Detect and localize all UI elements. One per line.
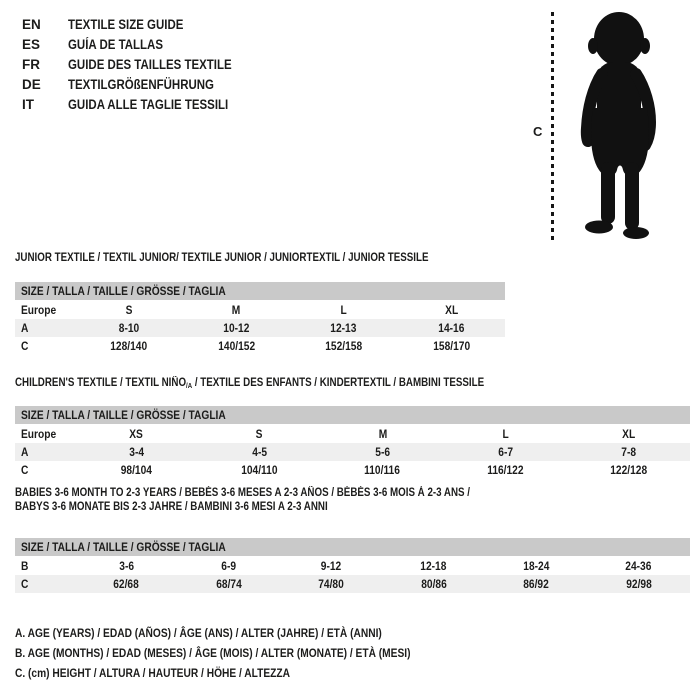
size-cell-text: 140/152: [217, 339, 255, 353]
size-cell-text: L: [340, 303, 347, 317]
language-title-text: TEXTILE SIZE GUIDE: [68, 17, 184, 32]
size-cell: [444, 443, 567, 461]
size-cell: [398, 301, 506, 319]
row-label: [15, 575, 75, 593]
language-code: DE: [22, 77, 41, 92]
size-cell-text: 92/98: [625, 577, 652, 591]
table-row-height: [15, 337, 505, 355]
size-cell: [398, 319, 506, 337]
size-cell: [75, 461, 198, 479]
size-cell-text: 10-12: [223, 321, 250, 335]
size-cell: [290, 337, 398, 355]
left-foot: [585, 221, 613, 234]
table-row-age: [15, 319, 505, 337]
size-cell-text: 24-36: [625, 559, 652, 573]
right-ear: [640, 38, 650, 54]
size-cell: [588, 557, 691, 575]
size-cell-text: 116/122: [487, 463, 524, 477]
row-label: [15, 319, 75, 337]
note-age-months-text: B. AGE (MONTHS) / EDAD (MESES) / ÂGE (MOIS) / ALTER (MONATE) / ETÀ (MESI): [15, 646, 411, 660]
table-row-height: [15, 575, 690, 593]
row-label: [15, 443, 75, 461]
language-title-text: TEXTILGRÖßENFÜHRUNG: [68, 77, 214, 92]
size-cell-text: S: [256, 427, 263, 441]
size-cell-text: 104/110: [241, 463, 278, 477]
measure-label-c: C: [533, 124, 543, 139]
babies-title-line2: [15, 501, 550, 515]
size-cell: [75, 337, 183, 355]
size-cell: [183, 301, 291, 319]
size-cell: [75, 443, 198, 461]
row-label-text: B: [21, 559, 29, 573]
size-cell-text: L: [502, 427, 509, 441]
size-cell: [398, 337, 506, 355]
size-cell-text: M: [232, 303, 241, 317]
language-title: [68, 95, 257, 115]
size-cell: [178, 557, 281, 575]
language-code: IT: [22, 97, 34, 112]
size-cell: [290, 319, 398, 337]
size-cell: [567, 425, 690, 443]
right-foot: [623, 227, 649, 239]
toddler-silhouette-icon: [560, 10, 678, 240]
size-cell: [290, 301, 398, 319]
size-header-text: SIZE / TALLA / TAILLE / GRÖSSE / TAGLIA: [21, 284, 226, 298]
toddler-silhouette-shapes: [585, 12, 650, 239]
size-cell: [198, 461, 321, 479]
size-cell-text: XL: [444, 303, 458, 317]
size-cell: [321, 425, 444, 443]
size-cell: [485, 557, 588, 575]
language-title: [68, 55, 261, 75]
size-header-text: SIZE / TALLA / TAILLE / GRÖSSE / TAGLIA: [21, 408, 226, 422]
note-age-years-text: A. AGE (YEARS) / EDAD (AÑOS) / ÂGE (ANS) / ALTER (JAHRE) / ETÀ (ANNI): [15, 626, 382, 640]
children-section-title: [15, 377, 567, 394]
language-title-text: GUÍA DE TALLAS: [68, 37, 163, 52]
size-cell: [75, 575, 178, 593]
height-measure-dashed-line: [551, 12, 554, 240]
size-cell: [321, 461, 444, 479]
size-cell-text: M: [378, 427, 387, 441]
size-cell: [485, 575, 588, 593]
size-cell-text: 9-12: [321, 559, 342, 573]
size-cell-text: 128/140: [110, 339, 148, 353]
language-title: [68, 75, 240, 95]
table-row-age: [15, 443, 690, 461]
language-code: ES: [22, 37, 41, 52]
size-cell: [183, 337, 291, 355]
row-label-text: C: [21, 577, 29, 591]
size-cell-text: 18-24: [523, 559, 550, 573]
size-cell-text: 122/128: [610, 463, 647, 477]
size-cell-text: 98/104: [120, 463, 153, 477]
shorts: [591, 108, 649, 176]
size-cell-text: 12-18: [420, 559, 447, 573]
language-row-de: [22, 75, 261, 95]
babies-title-line1: [15, 487, 550, 501]
language-list: [22, 15, 261, 115]
size-header-bar: [15, 282, 505, 300]
row-label: [15, 557, 75, 575]
size-cell-text: 86/92: [523, 577, 550, 591]
head: [594, 12, 644, 66]
language-row-it: [22, 95, 261, 115]
size-header-bar: [15, 538, 690, 556]
legend-notes: [15, 623, 480, 683]
row-label: [15, 337, 75, 355]
size-cell-text: 3-6: [118, 559, 134, 573]
junior-size-table: [15, 282, 505, 355]
size-cell: [75, 557, 178, 575]
size-cell-text: 158/170: [432, 339, 470, 353]
note-age-months: [15, 643, 480, 663]
size-cell: [183, 319, 291, 337]
language-title: [68, 35, 180, 55]
language-row-en: [22, 15, 261, 35]
size-cell-text: 74/80: [318, 577, 345, 591]
size-cell: [444, 461, 567, 479]
babies-section-title: [15, 487, 550, 514]
size-cell-text: 152/158: [325, 339, 363, 353]
right-leg: [625, 162, 639, 230]
junior-section-title-text: JUNIOR TEXTILE / TEXTIL JUNIOR/ TEXTILE JUNIOR / JUNIORTEXTIL / JUNIOR TESSILE: [15, 252, 429, 264]
babies-title-line2-text: BABYS 3-6 MONATE BIS 2-3 JAHRE / BAMBINI 3-6 MESI A 2-3 ANNI: [15, 500, 328, 513]
language-title-text: GUIDE DES TAILLES TEXTILE: [68, 57, 232, 72]
size-cell: [383, 557, 486, 575]
row-label-text: C: [21, 463, 29, 477]
children-section-title-text: [15, 377, 484, 394]
size-cell: [567, 443, 690, 461]
size-header-bar: [15, 406, 690, 424]
babies-title-line1-text: BABIES 3-6 MONTH TO 2-3 YEARS / BEBÉS 3-6 MESES A 2-3 AÑOS / BÉBÉS 3-6 MOIS À 2-3 ANS /: [15, 487, 471, 499]
size-cell-text: 7-8: [621, 445, 636, 459]
size-cell-text: S: [125, 303, 133, 317]
junior-section-title: [15, 252, 501, 266]
babies-size-table: [15, 538, 690, 593]
size-cell: [383, 575, 486, 593]
language-row-es: [22, 35, 261, 55]
row-label-text: C: [21, 339, 29, 353]
size-cell-text: 14-16: [438, 321, 465, 335]
size-cell-text: 5-6: [375, 445, 390, 459]
size-cell: [198, 425, 321, 443]
table-row-europe: [15, 425, 690, 443]
children-title-pre: CHILDREN'S TEXTILE / TEXTIL NIÑO: [15, 377, 187, 389]
size-cell: [178, 575, 281, 593]
size-cell-text: 62/68: [113, 577, 140, 591]
table-row-height: [15, 461, 690, 479]
size-cell: [198, 443, 321, 461]
size-header-text: SIZE / TALLA / TAILLE / GRÖSSE / TAGLIA: [21, 540, 226, 554]
row-label-text: Europe: [21, 303, 57, 317]
row-label-text: A: [21, 321, 29, 335]
row-label: [15, 301, 75, 319]
left-leg: [601, 162, 615, 224]
size-cell: [588, 575, 691, 593]
note-height-cm: [15, 663, 480, 683]
size-cell-text: 3-4: [129, 445, 144, 459]
row-label: [15, 461, 75, 479]
note-height-cm-text: C. (cm) HEIGHT / ALTURA / HAUTEUR / HÖHE / ALTEZZA: [15, 666, 291, 680]
size-cell: [321, 443, 444, 461]
size-cell: [280, 557, 383, 575]
note-age-years: [15, 623, 480, 643]
language-code: EN: [22, 17, 41, 32]
size-cell-text: 6-9: [221, 559, 237, 573]
language-code: FR: [22, 57, 40, 72]
size-cell-text: XL: [621, 427, 636, 441]
table-row-europe: [15, 301, 505, 319]
children-title-post: / TEXTILE DES ENFANTS / KINDERTEXTIL / BAMBINI TESSILE: [192, 377, 485, 389]
size-cell: [280, 575, 383, 593]
language-title: [68, 15, 204, 35]
row-label: [15, 425, 75, 443]
language-row-fr: [22, 55, 261, 75]
language-title-text: GUIDA ALLE TAGLIE TESSILI: [68, 97, 229, 112]
row-label-text: Europe: [21, 427, 57, 441]
size-cell: [75, 319, 183, 337]
row-label-text: A: [21, 445, 29, 459]
left-ear: [588, 38, 598, 54]
size-cell-text: 12-13: [330, 321, 357, 335]
size-cell-text: XS: [129, 427, 144, 441]
size-cell-text: 68/74: [215, 577, 242, 591]
size-cell-text: 110/116: [364, 463, 401, 477]
children-title-subscript: /A: [186, 382, 193, 390]
table-row-months: [15, 557, 690, 575]
size-cell-text: 6-7: [498, 445, 513, 459]
size-cell: [75, 301, 183, 319]
size-cell: [567, 461, 690, 479]
size-cell-text: 4-5: [252, 445, 267, 459]
size-cell-text: 80/86: [420, 577, 447, 591]
size-cell: [444, 425, 567, 443]
size-cell: [75, 425, 198, 443]
children-size-table: [15, 406, 690, 479]
size-cell-text: 8-10: [118, 321, 139, 335]
